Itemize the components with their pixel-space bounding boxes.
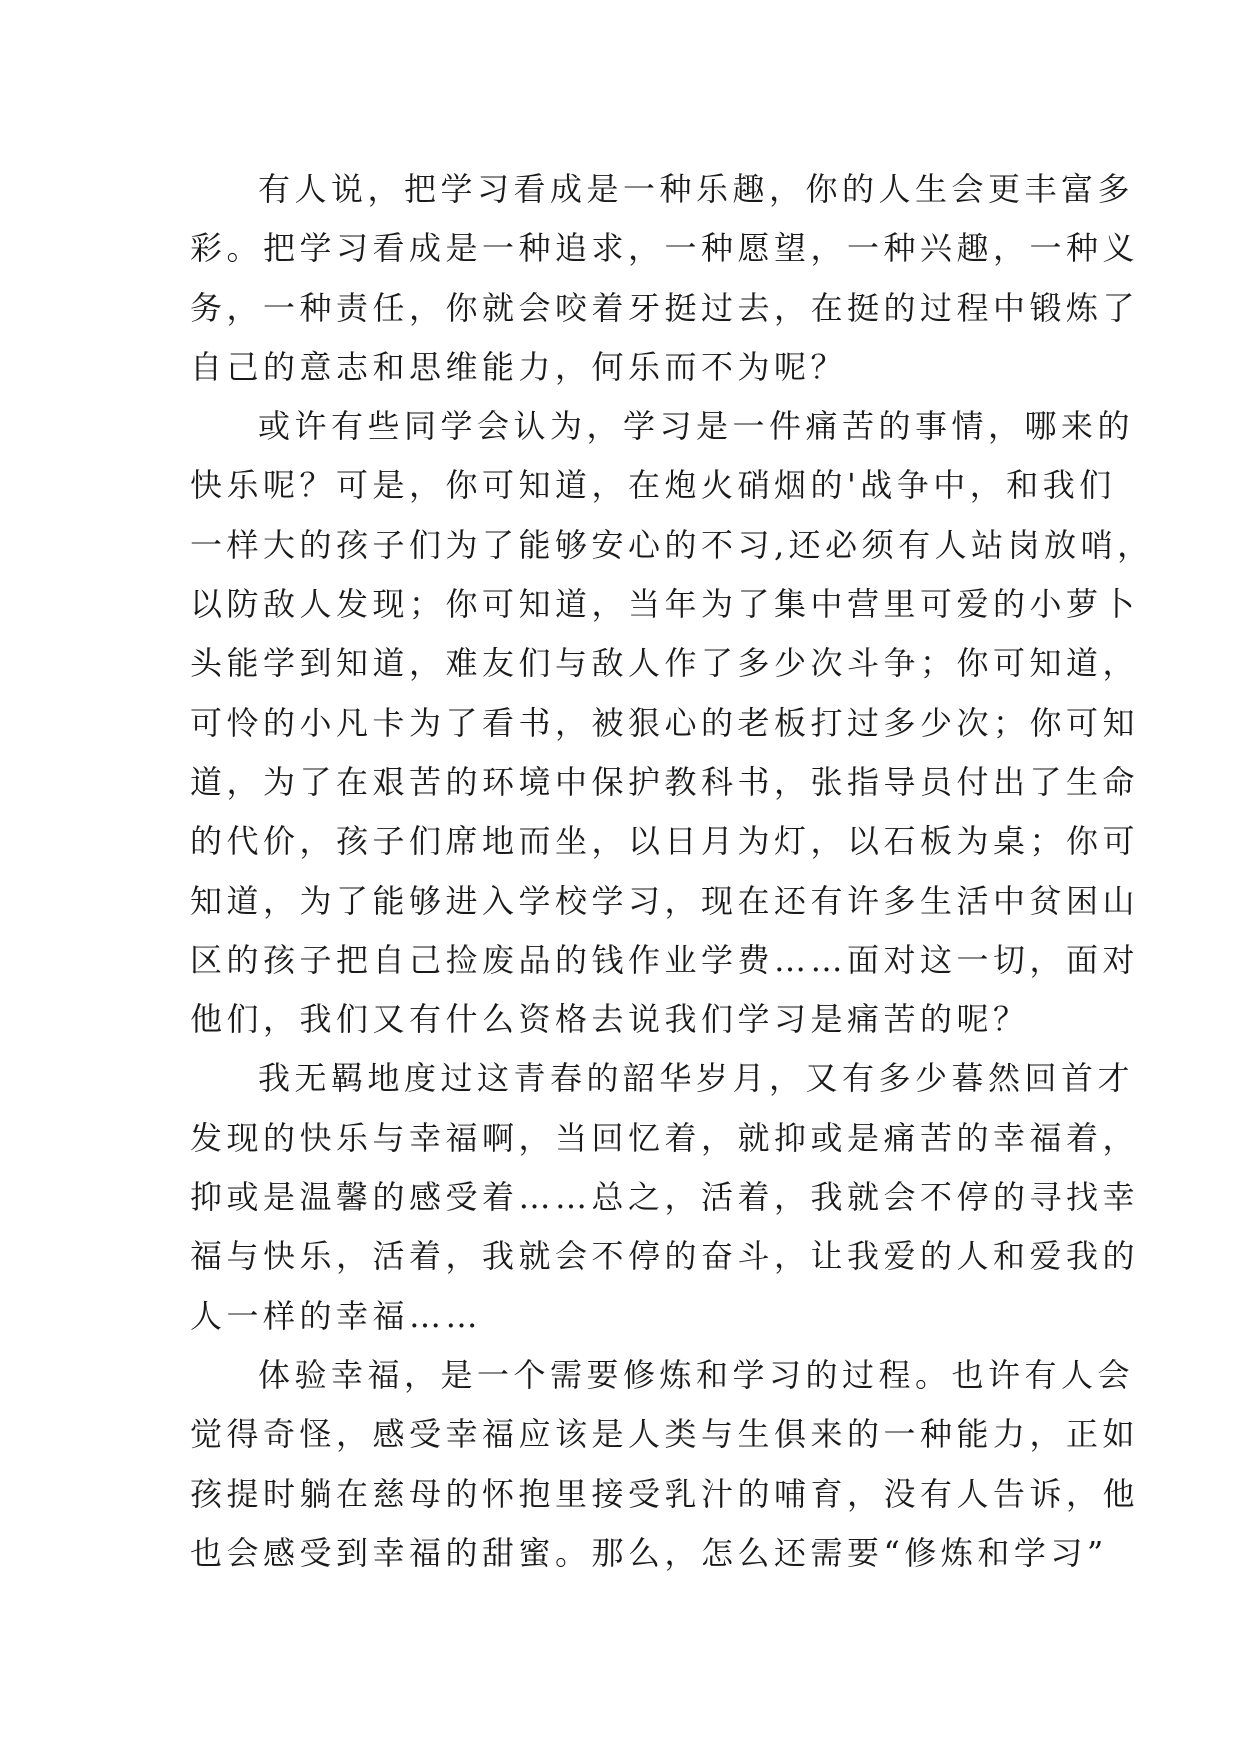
text-line: 福与快乐，活着，我就会不停的奋斗，让我爱的人和爱我的 [190, 1237, 1140, 1276]
text-line: 彩。把学习看成是一种追求，一种愿望，一种兴趣，一种义 [190, 229, 1140, 268]
text-line: 我无羁地度过这青春的韶华岁月，又有多少暮然回首才 [258, 1059, 1135, 1098]
text-line: 孩提时躺在慈母的怀抱里接受乳汁的哺育，没有人告诉，他 [190, 1474, 1140, 1513]
text-line: 区的孩子把自己捡废品的钱作业学费……面对这一切，面对 [190, 940, 1140, 979]
text-line: 知道，为了能够进入学校学习，现在还有许多生活中贫困山 [190, 881, 1140, 920]
text-line: 觉得奇怪，感受幸福应该是人类与生俱来的一种能力，正如 [190, 1415, 1140, 1454]
text-line: 抑或是温馨的感受着……总之，活着，我就会不停的寻找幸 [190, 1178, 1140, 1217]
text-line: 可怜的小凡卡为了看书，被狠心的老板打过多少次；你可知 [190, 703, 1140, 742]
paragraph-4 [190, 1346, 1140, 1583]
body-text [190, 160, 1154, 1583]
text-line: 头能学到知道，难友们与敌人作了多少次斗争；你可知道， [190, 644, 1140, 683]
text-line: 快乐呢？可是，你可知道，在炮火硝烟的'战争中，和我们 [190, 466, 1116, 505]
text-line: 他们，我们又有什么资格去说我们学习是痛苦的呢？ [190, 1000, 1030, 1039]
paragraph-1 [190, 160, 1140, 397]
text-line: 的代价，孩子们席地而坐，以日月为灯，以石板为桌；你可 [190, 822, 1140, 861]
text-line: 道，为了在艰苦的环境中保护教科书，张指导员付出了生命 [190, 762, 1140, 801]
text-line: 有人说，把学习看成是一种乐趣，你的人生会更丰富多 [258, 170, 1135, 208]
text-line: 自己的意志和思维能力，何乐而不为呢？ [190, 347, 848, 386]
text-line: 也会感受到幸福的甜蜜。那么，怎么还需要“修炼和学习” [190, 1533, 1108, 1572]
text-line: 务，一种责任，你就会咬着牙挺过去，在挺的过程中锻炼了 [190, 288, 1140, 327]
text-line: 或许有些同学会认为，学习是一件痛苦的事情，哪来的 [258, 407, 1135, 446]
paragraph-3 [190, 1049, 1140, 1345]
text-line: 以防敌人发现；你可知道，当年为了集中营里可爱的小萝卜 [190, 585, 1140, 624]
paragraph-2 [190, 397, 1154, 1049]
text-line: 体验幸福，是一个需要修炼和学习的过程。也许有人会 [258, 1355, 1135, 1394]
text-line: 人一样的幸福…… [190, 1296, 483, 1335]
text-line: 一样大的孩子们为了能够安心的不习,还必须有人站岗放哨， [190, 525, 1154, 564]
text-line: 发现的快乐与幸福啊，当回忆着，就抑或是痛苦的幸福着， [190, 1118, 1140, 1157]
